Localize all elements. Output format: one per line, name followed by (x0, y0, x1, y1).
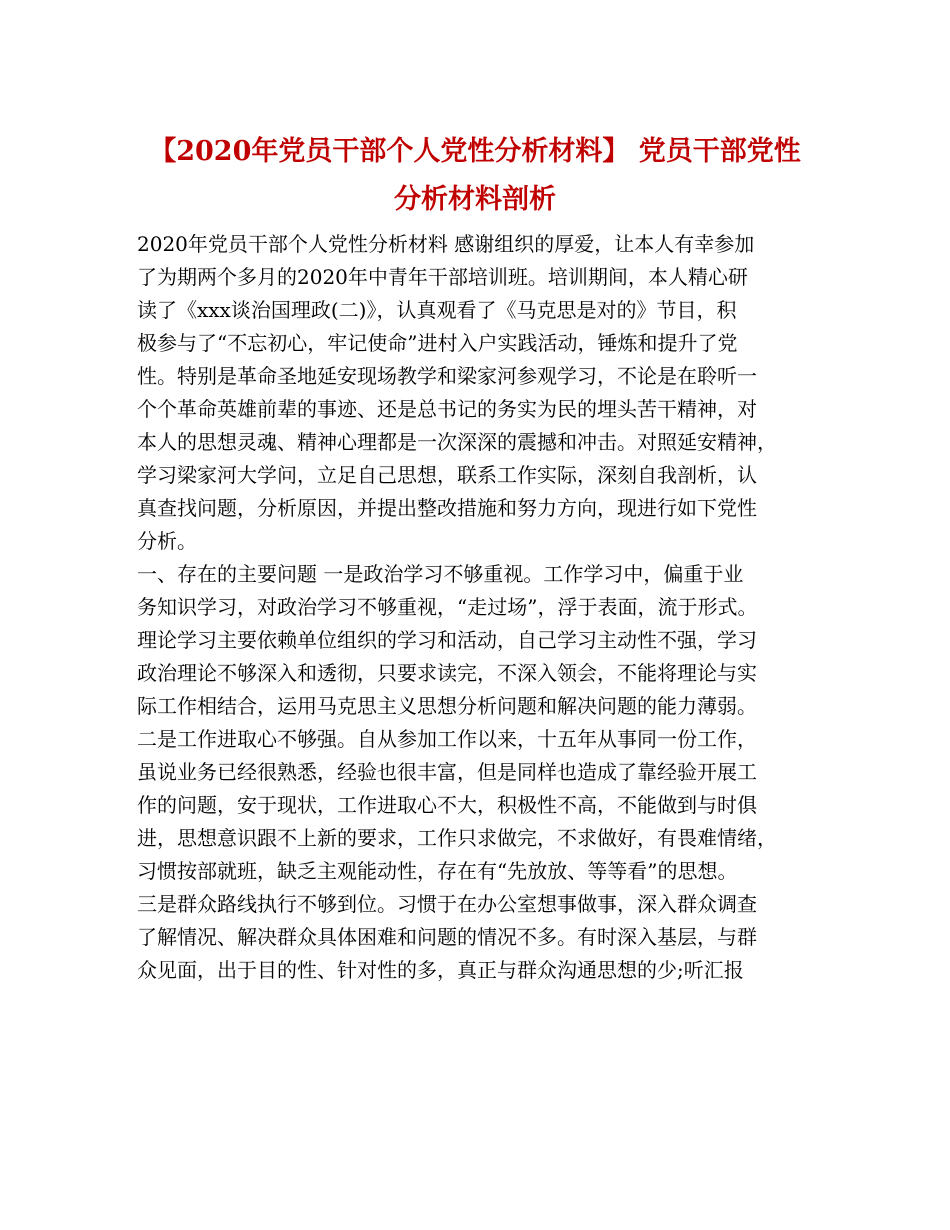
body-line: 虽说业务已经很熟悉，经验也很丰富，但是同样也造成了靠经验开展工 (137, 760, 757, 784)
body-line: 个个革命英雄前辈的事迹、还是总书记的务实为民的埋头苦干精神，对 (137, 397, 757, 421)
body-line: 二是工作进取心不够强。自从参加工作以来，十五年从事同一份工作， (137, 727, 757, 751)
body-line: 理论学习主要依赖单位组织的学习和活动，自己学习主动性不强，学习 (137, 628, 757, 652)
body-line: 三是群众路线执行不够到位。习惯于在办公室想事做事，深入群众调查 (137, 892, 757, 916)
body-line: 真查找问题，分析原因，并提出整改措施和努力方向，现进行如下党性 (137, 496, 757, 520)
body-line: 际工作相结合，运用马克思主义思想分析问题和解决问题的能力薄弱。 (137, 694, 757, 718)
body-line: 政治理论不够深入和透彻，只要求读完，不深入领会，不能将理论与实 (137, 661, 757, 685)
body-line: 作的问题，安于现状，工作进取心不大，积极性不高，不能做到与时俱 (137, 793, 757, 817)
body-line: 众见面，出于目的性、针对性的多，真正与群众沟通思想的少;听汇报 (137, 958, 744, 982)
body-line: 极参与了“不忘初心，牢记使命”进村入户实践活动，锤炼和提升了党 (137, 331, 738, 355)
body-line: 学习梁家河大学问，立足自己思想，联系工作实际，深刻自我剖析，认 (137, 463, 757, 487)
title-line-2: 分析材料剖析 (394, 184, 556, 215)
body-line: 读了《xxx谈治国理政(二)》，认真观看了《马克思是对的》节目，积 (137, 298, 737, 322)
body-line: 进，思想意识跟不上新的要求，工作只求做完，不求做好，有畏难情绪， (137, 826, 777, 850)
body-line: 分析。 (137, 529, 197, 553)
document-title (120, 128, 830, 224)
body-line: 务知识学习，对政治学习不够重视，“走过场”，浮于表面，流于形式。 (137, 595, 758, 619)
body-line: 2020年党员干部个人党性分析材料 感谢组织的厚爱，让本人有幸参加 (137, 232, 755, 256)
body-line: 性。特别是革命圣地延安现场教学和梁家河参观学习，不论是在聆听一 (137, 364, 757, 388)
body-line: 一、存在的主要问题 一是政治学习不够重视。工作学习中，偏重于业 (137, 562, 744, 586)
body-line: 了为期两个多月的2020年中青年干部培训班。培训期间，本人精心研 (137, 265, 748, 289)
body-line: 本人的思想灵魂、精神心理都是一次深深的震撼和冲击。对照延安精神， (137, 430, 777, 454)
body-line: 习惯按部就班，缺乏主观能动性，存在有“先放放、等等看”的思想。 (137, 859, 738, 883)
title-line-1: 【2020年党员干部个人党性分析材料】 党员干部党性 (149, 136, 801, 167)
document-body (137, 228, 837, 987)
body-line: 了解情况、解决群众具体困难和问题的情况不多。有时深入基层，与群 (137, 925, 757, 949)
